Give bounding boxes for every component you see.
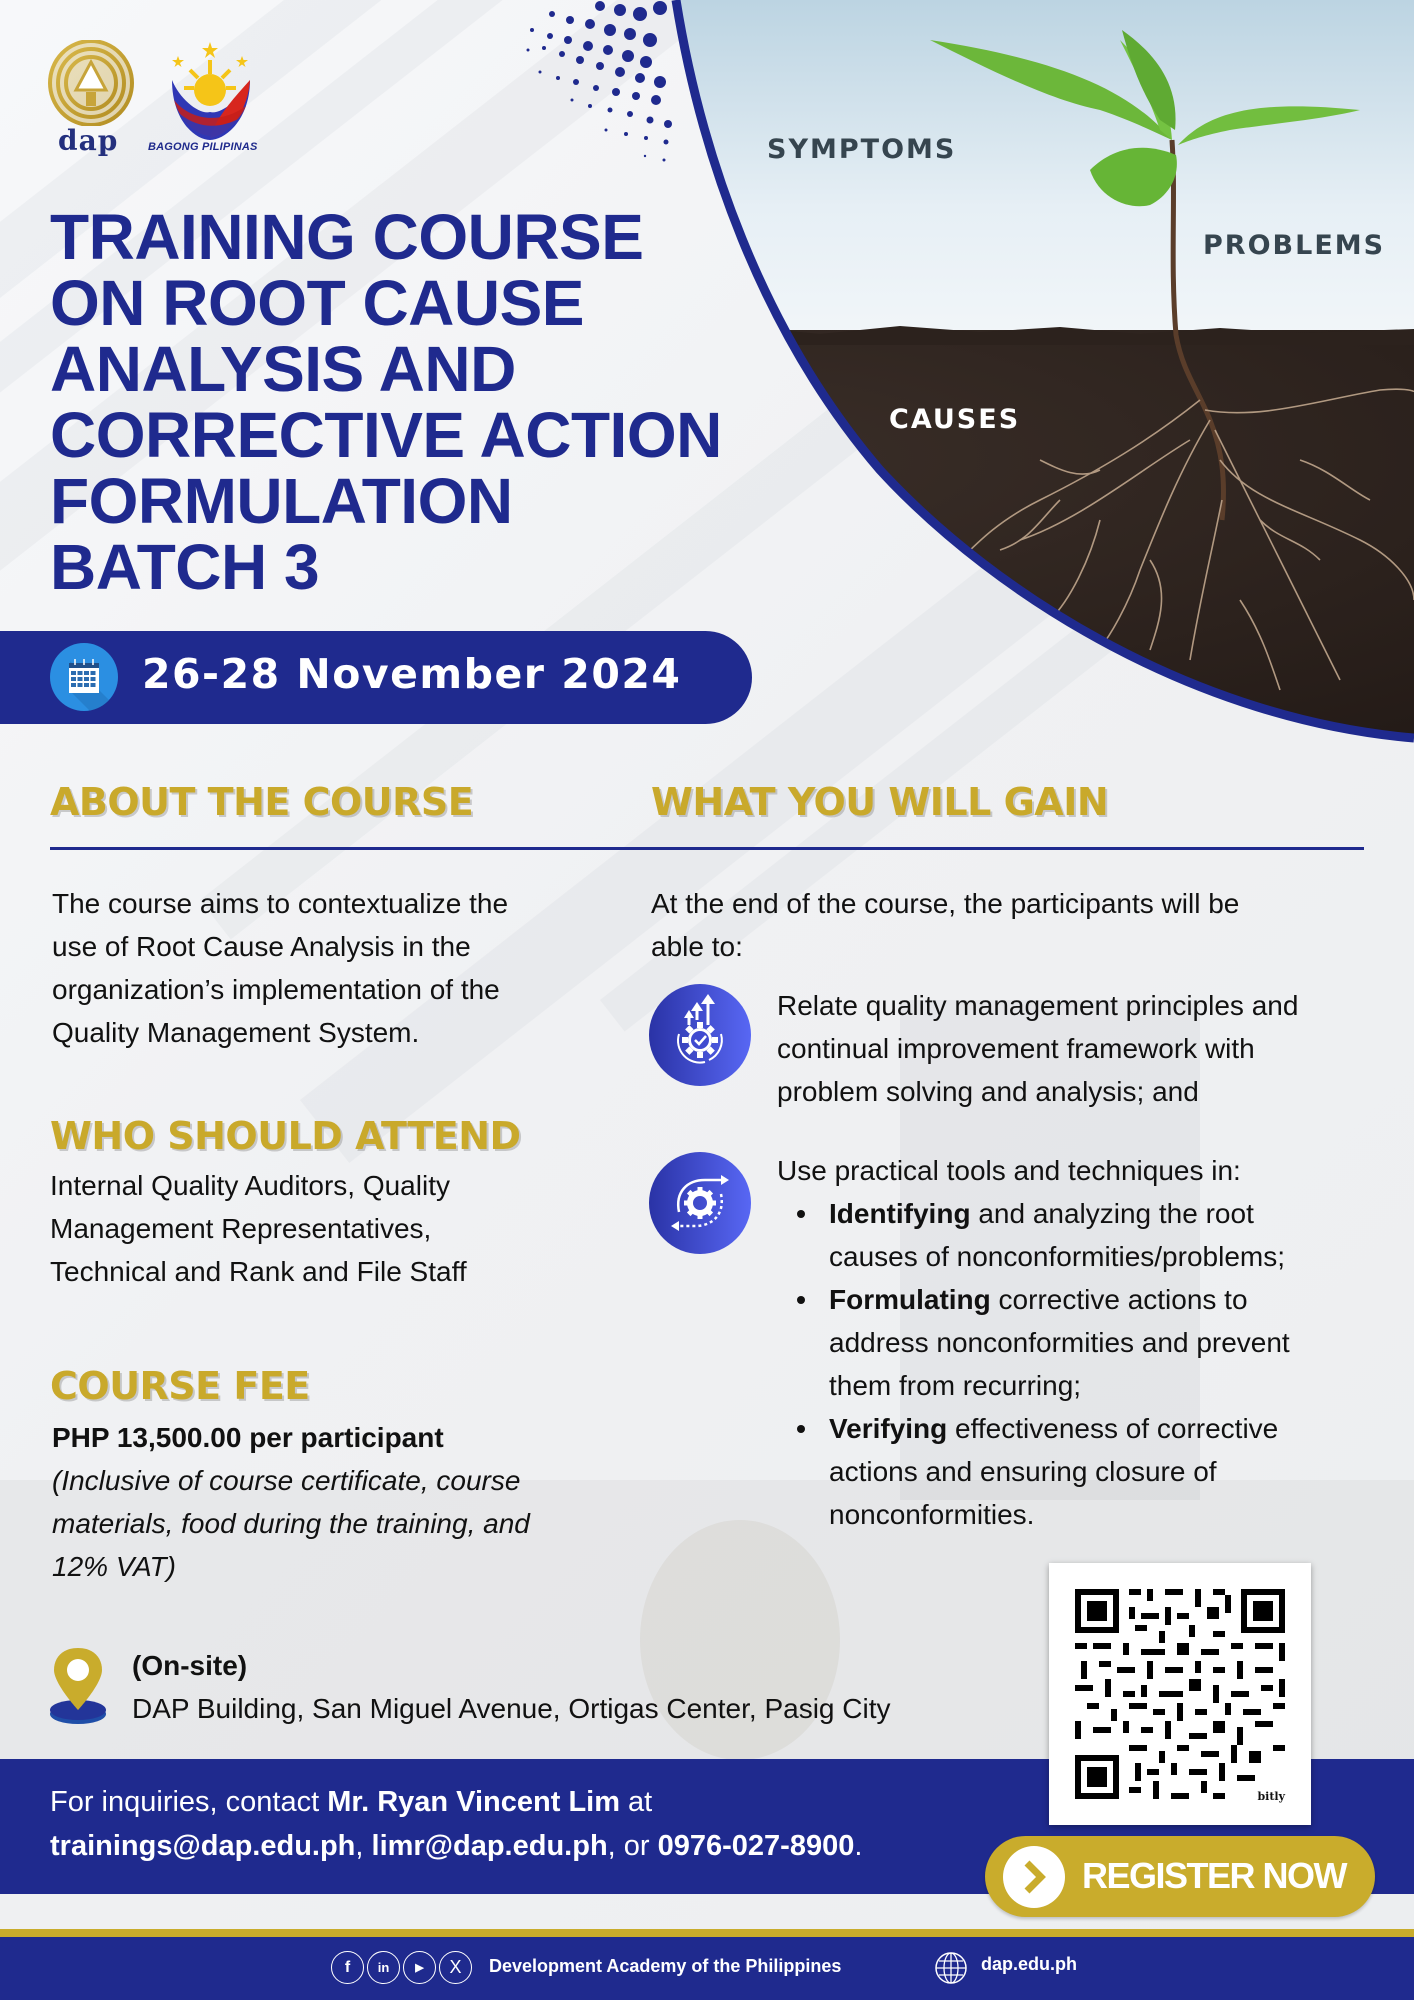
email-trainings-link[interactable]: trainings@dap.edu.ph (50, 1830, 356, 1862)
bullet-verifying: Verifying effectiveness of corrective actions and ensuring closure of nonconformities. (777, 1407, 1290, 1536)
chevron-right-icon (1003, 1846, 1065, 1908)
title-line: BATCH 3 (50, 531, 320, 603)
location-text (132, 1644, 891, 1730)
about-text: The course aims to contextualize the use of Root Cause Analysis in the organization’s implementation of the Quality Management System. (52, 888, 509, 1048)
calendar-icon (50, 643, 118, 711)
gear-cycle-icon (649, 1152, 751, 1254)
fee-text: PHP 13,500.00 per participant (Inclusive of course certificate, course materials, food during the training, and 12% VAT) (52, 1422, 530, 1582)
phone-number[interactable]: 0976-027-8900 (657, 1830, 855, 1862)
who-heading: WHO SHOULD ATTEND (50, 1114, 521, 1158)
gain-item-2: Use practical tools and techniques in: Identifying and analyzing the root causes of nonconformities/problems; Formulating corrective actions to address nonconformities and prevent them from recurring; Verifying effectiveness of corrective actions and ensuring closure of nonconformities. (777, 1149, 1290, 1536)
email-limr-link[interactable]: limr@dap.edu.ph (371, 1830, 608, 1862)
section-divider (50, 847, 1364, 850)
title-line: ON ROOT CAUSE (50, 267, 584, 339)
date-banner (0, 631, 752, 724)
gain-intro: At the end of the course, the participants will be able to: (651, 888, 1240, 962)
course-date: 26-28 November 2024 (142, 650, 682, 698)
location-mode: (On-site) (132, 1650, 248, 1681)
footer (0, 1937, 1414, 2000)
x-twitter-icon[interactable]: X (439, 1951, 472, 1984)
footer-org-name: Development Academy of the Philippines (489, 1956, 842, 1976)
qr-code-icon (1049, 1563, 1311, 1825)
about-heading: ABOUT THE COURSE (50, 780, 474, 824)
linkedin-icon[interactable]: in (367, 1951, 400, 1984)
qr-brand-label: bitly (1257, 1790, 1285, 1803)
map-pin-icon (48, 1648, 112, 1728)
title-line: ANALYSIS AND (50, 333, 516, 405)
course-title (50, 201, 770, 603)
website-link[interactable]: dap.edu.ph (981, 1954, 1077, 1974)
hero-label-causes: CAUSES (889, 404, 1021, 435)
location-address: DAP Building, San Miguel Avenue, Ortigas Center, Pasig City (132, 1693, 891, 1724)
dap-logo-text: dap (58, 124, 119, 157)
halftone-dots (527, 1, 673, 162)
title-line: TRAINING COURSE (50, 201, 644, 273)
registration-qr-code[interactable] (1049, 1563, 1311, 1825)
title-line: FORMULATION (50, 465, 513, 537)
bagong-pilipinas-label: BAGONG PILIPINAS (148, 141, 258, 153)
inquiry-text: For inquiries, contact Mr. Ryan Vincent Lim at trainings@dap.edu.ph, limr@dap.edu.ph, or 0976-027-8900. (50, 1786, 863, 1862)
dap-logo-icon (48, 40, 134, 126)
register-label: REGISTER NOW (1082, 1855, 1347, 1896)
bullet-identifying: Identifying and analyzing the root causes of nonconformities/problems; (777, 1192, 1290, 1278)
fee-amount: PHP 13,500.00 per participant (52, 1422, 444, 1453)
fee-heading: COURSE FEE (50, 1364, 310, 1408)
contact-name: Mr. Ryan Vincent Lim (327, 1786, 620, 1818)
footer-gold-stripe (0, 1929, 1414, 1937)
gear-growth-icon (649, 984, 751, 1086)
youtube-icon[interactable]: ▶ (403, 1951, 436, 1984)
bagong-pilipinas-logo-icon (160, 40, 260, 140)
who-text: Internal Quality Auditors, Quality Management Representatives, Technical and Rank and File Staff (50, 1170, 467, 1287)
bullet-formulating: Formulating corrective actions to address nonconformities and prevent them from recurring; (777, 1278, 1290, 1407)
title-line: CORRECTIVE ACTION (50, 399, 722, 471)
hero-label-problems: PROBLEMS (1203, 230, 1386, 261)
globe-icon (934, 1951, 968, 1985)
gain-bullets (777, 1192, 1290, 1536)
register-now-button[interactable] (985, 1836, 1375, 1917)
facebook-icon[interactable]: f (331, 1951, 364, 1984)
gain-heading: WHAT YOU WILL GAIN (651, 780, 1109, 824)
gain-item-1: Relate quality management principles and continual improvement framework with problem solving and analysis; and (777, 990, 1299, 1107)
hero-label-symptoms: SYMPTOMS (767, 134, 957, 165)
